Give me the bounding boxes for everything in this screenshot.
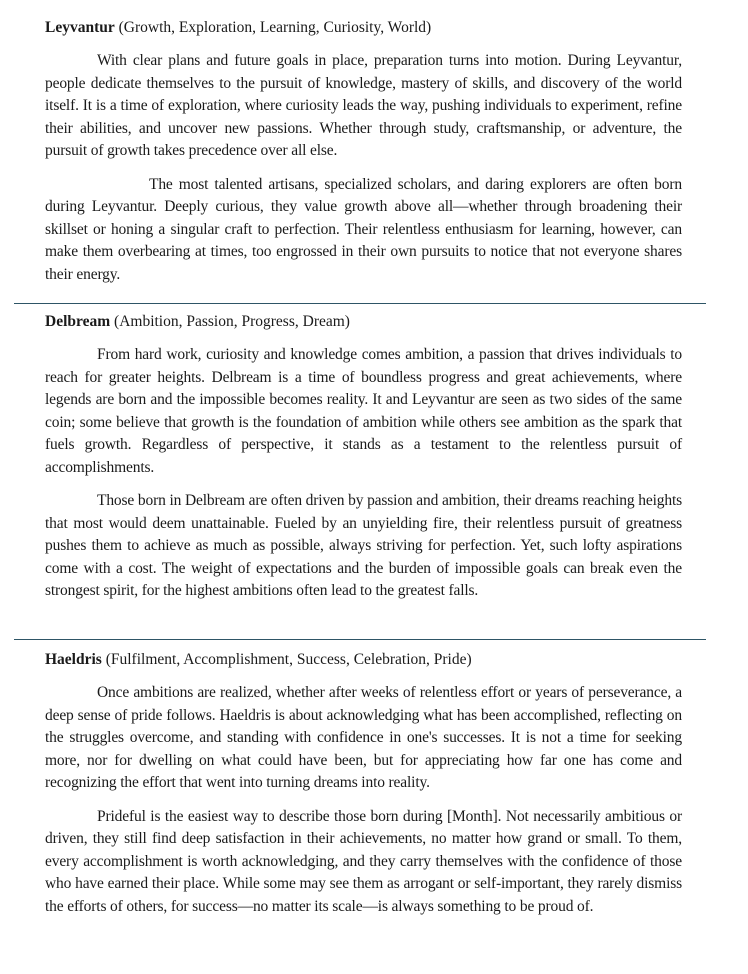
section-heading [45,312,682,332]
paragraph: Those born in Delbream are often driven by passion and ambition, their dreams reaching heights that most would deem unattainable. Fueled by an unyielding fire, their relentless pursuit of greatness pushes them to achieve as much as possible, always striving for perfection. Yet, such lofty aspirations come with a cost. The weight of expectations and the burden of impossible goals can break even the strongest spirit, for the highest ambitions often lead to the greatest falls. [45,492,682,599]
section-keywords: (Fulfilment, Accomplishment, Success, Celebration, Pride) [105,651,472,668]
section-title: Leyvantur [45,19,115,36]
section-title: Delbream [45,313,111,330]
paragraph: From hard work, curiosity and knowledge comes ambition, a passion that drives individuals to reach for greater heights. Delbream is a time of boundless progress and great achievements, where legends are born and the impossible becomes reality. It and Leyvantur are seen as two sides of the same coin; some believe that growth is the foundation of ambition while others see ambition as the spark that fuels growth. Regardless of perspective, it stands as a testament to the relentless pursuit of accomplishments. [45,346,682,476]
paragraph: Once ambitions are realized, whether after weeks of relentless effort or years of perseverance, a deep sense of pride follows. Haeldris is about acknowledging what has been accomplished, reflecting on the struggles overcome, and standing with confidence in one's successes. It is not a time for seeking more, nor for dwelling on what could have been, but for appreciating how far one has come and recognizing the effort that went into turning dreams into reality. [45,684,682,791]
section-title: Haeldris [45,651,102,668]
section-keywords: (Growth, Exploration, Learning, Curiosity, World) [118,19,432,36]
section-heading [45,650,682,670]
section-heading [45,18,682,38]
paragraph: With clear plans and future goals in place, preparation turns into motion. During Leyvantur, people dedicate themselves to the pursuit of knowledge, mastery of skills, and discovery of the world itself. It is a time of exploration, where curiosity leads the way, pushing individuals to experiment, refine their abilities, and uncover new passions. Whether through study, craftsmanship, or adventure, the pursuit of growth takes precedence over all else. [45,52,682,159]
section-divider [14,639,706,640]
section-divider [14,303,706,304]
section-haeldris [45,650,682,918]
section-delbream [45,312,682,603]
paragraph: The most talented artisans, specialized scholars, and daring explorers are often born during Leyvantur. Deeply curious, they value growth above all—whether through broadening their skillset or honing a singular craft to perfection. Their relentless enthusiasm for learning, however, can make them overbearing at times, too engrossed in their own pursuits to notice that not everyone shares their energy. [45,175,682,283]
section-keywords: (Ambition, Passion, Progress, Dream) [114,313,350,330]
paragraph: Prideful is the easiest way to describe those born during [Month]. Not necessarily ambitious or driven, they still find deep satisfaction in their achievements, no matter how grand or small. To them, every accomplishment is worth acknowledging, and they carry themselves with the confidence of those who have earned their place. While some may see them as arrogant or self-important, they rarely dismiss the efforts of others, for success—no matter its scale—is always something to be proud of. [45,807,682,915]
section-leyvantur [45,18,682,286]
